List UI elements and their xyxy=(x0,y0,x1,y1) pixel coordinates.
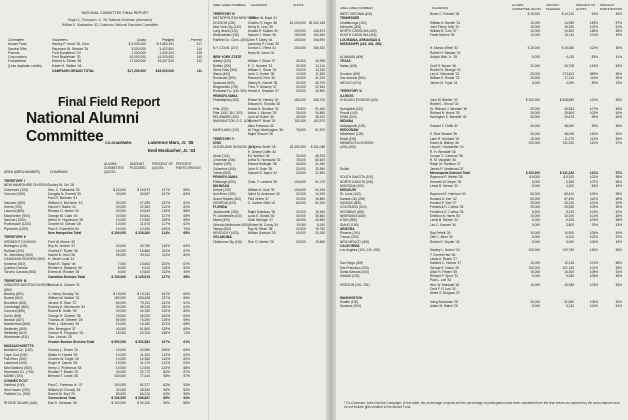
table-row: WASHINGTON, D.C. (100) Robert F. Bond '29 150,000 162,970 xyxy=(213,119,325,124)
table-row: Boston (802) William W. Walker '31 150,000 206,408 137% 66% xyxy=(4,296,190,301)
table-row: Westchester (130) Samuel T. Hines '36 150,000 163,542 xyxy=(213,33,326,38)
table-row: Wellesley (810) Gordon R. Ferguson '24 15,000 20,700 138% 71% xyxy=(4,331,190,336)
table-row: Allen Freeman '42 xyxy=(247,123,274,128)
table-row: Seattle (100) Irving Buchanan '28 30,000 31,560 105% 50% xyxy=(340,299,622,304)
table-row: Montreal (910) Ralph E. Taylor '46 7,000 15,602 223% 67% xyxy=(4,261,190,266)
table-row: CLEVELAND DIVISION (440) E. Harris Smith '35 $1,150,000 $ 151,088 xyxy=(213,145,325,150)
report-subheader-1: Roger C. Thompson, Jr. '26, National Chairman (deceased) xyxy=(68,18,152,22)
table-row: Tucson (200) Otis C. Alton '30 5,000 5,100 102% 57% xyxy=(340,235,622,240)
table-row: MONTANA (300) Lewis B. Stemm '22 5,000 4,200 84% 46% xyxy=(340,183,622,188)
table-row: Robert H. Stewart '24 xyxy=(430,50,461,55)
table-row: Hartford (100) Paul C. Freeman Jr. '47 100,000 82,377 82% 53% xyxy=(4,383,190,388)
table-row: Albany (100) William J. Shaw '37 25,000 26,998 xyxy=(213,59,326,64)
table-row: St. Louis (100) Raymond E. Harrison '40 60,000 65,410 109% 55% xyxy=(340,192,622,197)
table-row: Pitts. (300, 310, 320) Arthur J. Slocum '28 30,000 34,680 xyxy=(213,110,326,115)
table-row: Burlington (100) Roy M. Jensen '37 20,000 40,796 110% 64% xyxy=(4,244,190,249)
table-row: Plymouth (1200) Paul S. Ehrenfeld '54 10,000 10,450 105% 70% xyxy=(4,226,190,231)
table-row: Long Island (120) Donald R. Kaplan '40 100,000 108,673 xyxy=(213,29,326,34)
table-row: Duluth James R. Martineau '37 xyxy=(340,166,464,171)
table-row: San Francisco (200) George E. Nolan '45 100,000 101,150 101% 55% xyxy=(340,265,622,270)
table-row: Peoria (140) Richard N. Norris '35 25,000 25,800 103% 54% xyxy=(340,110,622,115)
table-row: Memphis (200) John Fleury Tully '31 15,000 15,250 102% 61% xyxy=(340,24,622,29)
table-row: Chattanooga (100) William H. Bozeth '31 10,000 14,555 145% 57% xyxy=(340,20,622,25)
table-row: Dover (806) George H. Zimmer '28 25,000 26,000 104% 64% xyxy=(4,313,190,318)
table-row: Dallas (400) Cecil S. Brown '46 20,000 26,708 134% 53% xyxy=(340,63,622,68)
table-row: Brookline (803) Jerome R. Starr '37 60,000 79,011 131% 51% xyxy=(4,300,190,305)
table-row: Paul L. Lee '34 xyxy=(430,278,452,283)
table-row: Philadelphia (100) Robert W. Yarbley '40 150,000 168,700 xyxy=(213,97,326,102)
summary-row: Alumni Fund Harvey P. Hood '18, Chm. $ 4,000,000 $ 4,683,191 117 xyxy=(8,42,202,47)
table-row: Cambridge (804) Rodney A. Wentworth '34 30,000 45,210 150% 61% xyxy=(4,304,190,309)
table-row: NEBRASKA (600) Sheldon B. Harris '50 10,000 10,100 101% 48% xyxy=(340,213,622,218)
table-row: Toledo (500) Samuel S. Taylor '43 20,000 21,690 xyxy=(213,170,326,175)
table-row: NORTH CAROLINA (300) William B. Cole '37 10,000 14,800 148% 58% xyxy=(340,29,622,34)
table-row: Fairfield Co. Conn. (300) John F. Daley '44 100,000 106,990 xyxy=(213,37,325,42)
table-row: (400) (405) Lloyd K. Hockstetter '24 xyxy=(340,145,464,150)
table-row: Lawrence (400) Roger H. Damer '28 10,000 11,170 112% 53% xyxy=(4,361,190,366)
table-row: WISCONSIN xyxy=(340,128,359,133)
table-row: T. Everett Hart '50 xyxy=(430,252,456,257)
table-row: (800) xyxy=(4,287,12,292)
table-row: Rutland (200) Charles F. Ryder '36 15,000 15,660 104% 57% xyxy=(4,248,190,253)
table-row: MICHIGAN xyxy=(213,183,230,188)
table-row: Los Angeles (100, 140, 150) Stanley L. Norton '34 100,000 129,760 130% 55% xyxy=(340,248,622,253)
table-row: LOUISIANA, ARKANSAS & xyxy=(340,37,381,42)
table-row: METROPOLITAN NEW YORK William W. Boyd '41 xyxy=(213,16,278,21)
table-row: Wellesley (809) Wm. Benington '37 40,000 51,800 129% 65% xyxy=(4,326,190,331)
table-row: New Hampshire Total $ 200,000 $ 228,360 114% 65% xyxy=(48,231,190,236)
table-row: Orlando-Melbourne (450) Robert W. Cundy '44 10,000 8,190 xyxy=(213,222,325,227)
table-row: IDAHO (100) Leo C. Kasven '34 5,000 3,800 76% 43% xyxy=(340,222,622,227)
table-row: Robert N. Strange '42 xyxy=(430,67,461,72)
table-row: Newton (807) Thomas W. Streeter '26 60,000 75,290 125% 59% xyxy=(4,318,190,322)
middle-page: AREA (AREA NUMBER) CHAIRMAN QUOTA TERRITORY IV METROPOLITAN NEW YORK William W. Boyd '41 DIVISION (100) Charles H. Yager '48 $1,200,000 $1,342,168 New York City (110) Henry B. Levy '39 Long Island (120) Donald R. Kaplan '40 100,000 108,673 Westchester (130) Samuel T. Hines '36 150,000 163,542 Fairfield Co. Conn. (300) John F. Daley '44 100,000 106,990 Laurence P. Cross '28 N.Y. COUN. (217) Gordon C. Reed '41 250,000 266,510 Harry W. Jones '41 NEW YORK STATE Albany (100) William J. Shaw '37 25,000 26,998 Buffalo (200) E. C. Harvard '23 30,000 31,110 Glens Falls (300) William C. Stone '31 10,000 12,180 Ithaca (400) John C. Hunter '36 10,000 11,500 Rochester (500) Richard B. Kent '40 40,000 41,220 Syracuse (600) Sidney B. Garrett '38 30,000 36,700 Binghamton (700) Thos. F. Delaney '47 20,000 22,644 Rockland Co. (Div. 300) Harold K. Seaman '37 30,000 33,500 PENNSYLVANIA Philadelphia (100) Robert W. Yarbley '40 150,000 168,700 Edward N. Thomas '28 Pitts. (200) Harold N. Brodeur '42 75,000 91,400 Pitts. (300, 310, 320) Arthur J. Slocum '28 30,000 34,680 DELAWARE (100) John W. Rutter '36 40,000 38,100 WASHINGTON, D.C. (100) Robert F. Bond '29 150,000 162,970 Allen Freeman '42 MARYLAND (100) W. Page Worthington '36 75,000 61,570 Ralph Slocum '28 TERRITORY V OHIO CLEVELAND DIVISION (440) E. Harris Smith '35 $1,150,000 $ 151,088 H. Dewey Crafts '44 Akron (102) Ed. Wolford '46 30,000 46,575 Cincinnati (200) Arthur B. Holmquist '33 75,000 83,620 Dayton (300) Elwood Bollinger '38 40,000 41,450 Columbus (400) John R. Duke '35 20,000 33,550 Toledo (500) Samuel S. Taylor '43 20,000 21,690 PENNSYLVANIA Pittsburgh (600) Chas. F. Lambert '35 100,000 91,470 MICHIGAN Detroit (100) William A. Hunt '35 100,000 94,150 Ann Arbor (200) Alfred M. Anderson '42 20,000 14,190 Grand Rapids (300) Paul Green '37 20,000 18,850 GEORGIA (420) C. Carlton Giffin '41 60,000 52,200 FLORIDA Jacksonville (250) Ralph Salisbury '35 20,000 16,540 Ft. Lauderdale (410) Louis E. Sivalls '50 40,000 35,840 Miami (400) Oldin McHugh '37 40,000 43,650 Orlando-Melbourne (450) Robert W. Cundy '44 10,000 8,190 Tampa (500) Ray W. Steen '38 20,000 19,750 KENTUCKY (420) William Davison '33 40,000 31,020 OKLAHOMA Oklahoma City (100) Rob. D. Beeler '28 20,000 19,650 xyxy=(208,0,327,420)
table-row: KENTUCKY (420) William Davison '33 40,000 31,020 xyxy=(213,231,326,236)
table-row: Concord (805) Robert B. Smith '49 20,000 24,150 120% 69% xyxy=(4,309,190,314)
table-row: Phoenix (100) Ray Ferleit '26 10,000 10,500 105% 50% xyxy=(340,231,622,236)
table-row: Cincinnati (200) Arthur B. Holmquist '33 75,000 83,620 xyxy=(213,158,326,163)
table-row: Cape Cod (200) Waldo H. Hanna '39 10,000 11,302 113% 62% xyxy=(4,352,190,357)
table-row: NEW YORK STATE xyxy=(213,54,242,59)
table-row: ARIZONA xyxy=(340,226,355,231)
table-row: Quebec Division Richard A. Ballance '36 8,000 9,410 118% 52% xyxy=(4,265,190,270)
table-row: Keene (700) Harold F. Bates '44 20,000 22,364 112% 62% xyxy=(4,205,190,210)
table-row: Manchester (900) George M. Clark '40 40,000 50,841 127% 65% xyxy=(4,213,190,218)
table-row: Rockland Co. (Div. 300) Harold K. Seaman '37 30,000 33,500 xyxy=(213,89,326,94)
table-row: KANSAS (800) Howard P. Vahl '27 25,000 25,310 101% 52% xyxy=(340,201,622,206)
table-row: Ralph M. Harrison '37 xyxy=(430,162,461,167)
table-row: TERRITORY II xyxy=(4,235,26,240)
table-row: Santa Barbara (400) Alton H. Fielder '35 15,000 16,300 109% 53% xyxy=(340,269,622,274)
table-row: New York City (110) Henry B. Levy '39 xyxy=(213,24,273,29)
table-row: OKLAHOMA xyxy=(213,235,232,240)
table-row: WEST VIRGINIA (400) Bruce C. Putnam '28 $ 15,000 $ 14,120 94% 49% xyxy=(340,12,622,16)
table-row: TERRITORY VI xyxy=(340,89,363,94)
table-row: FLORIDA xyxy=(213,205,228,210)
table-row: Harry W. Jones '41 xyxy=(247,50,275,55)
table-row: Ralph Slocum '28 xyxy=(247,132,273,137)
table-row: H. Dewey Crafts '44 xyxy=(247,149,277,154)
table-row: CANADIAN DIVISION (900) H. Merle Lucid '14 xyxy=(4,257,75,262)
table-row: Connecticut Total $ 240,000 $ 206,837 86% 54% xyxy=(48,396,190,401)
table-row: TERRITORY III xyxy=(4,278,27,283)
summary-head: Committee Volunteers Quota Pledged Percent xyxy=(8,38,202,42)
table-row: Hanover (500) William H. McCarter '19 30,000 47,055 157% 82% xyxy=(4,200,190,205)
title-final-field-report: Final Field Report xyxy=(58,95,160,109)
table-row: TERRITORY IV xyxy=(213,12,236,16)
table-row: WYOMING (500) Frederick G. Curtiss '35 5,000 5,210 104% 52% xyxy=(340,209,622,214)
footnote: * Co-Chairman; Area General Campaign. In this table, the percentage of quota and the percentage of participation have been calculated from the final returns as reported by the area chairmen and do not include gifts credited to the Alumni Fund. xyxy=(344,401,620,410)
table-row: CONNECTICUT xyxy=(4,378,28,383)
table-row: Buffalo (200) E. C. Harvard '23 30,000 31,110 xyxy=(213,63,326,68)
table-row: MARYLAND (100) W. Page Worthington '36 75,000 61,570 xyxy=(213,128,326,133)
table-row: Oklahoma City (100) Rob. D. Beeler '28 20,000 19,650 xyxy=(213,239,326,244)
table-row: MISSOURI xyxy=(340,188,356,193)
cochairmen-label: CO-CHAIRMEN: xyxy=(105,141,133,145)
table-row: ILLINOIS xyxy=(340,93,354,98)
table-row: R. M. Vaughan '34 xyxy=(430,158,457,163)
table-row: Lewis A. Rosen '27 xyxy=(430,256,458,261)
table-row: Minneapolis Division Total $ 100,000 $ 131,232 131% 57% xyxy=(430,170,622,175)
summary-row: Foundations Robert A. Elman '36 17,000,000 19,007,520 112 xyxy=(8,59,202,64)
table-row: MEXICO (974) James M. Tuyle '34 5,000 4,250 85% 33% xyxy=(340,80,622,85)
table-row: UTAH (380) Lewis B. Stemm '22 5,000 5,200 104% 58% xyxy=(340,218,622,223)
left-results-table xyxy=(4,179,206,405)
table-row: San Antonio (600) William E. Reade '32 15,000 17,110 114% 50% xyxy=(340,76,622,81)
table-row: Pittsburgh (600) Chas. F. Lambert '35 100,000 91,470 xyxy=(213,179,326,184)
table-row: Binghamton (700) Thos. F. Delaney '47 20,000 22,644 xyxy=(213,85,326,90)
table-row: NORTH DAKOTA (200) Kenneth W. Meyer '39 5,000 5,350 107% 56% xyxy=(340,179,622,184)
table-row: Claremont (100) Wm. C. Fairbanks '30 $ 20,000 $ 16,873 127% 59% xyxy=(4,187,190,192)
table-row: WASHINGTON xyxy=(340,295,362,300)
table-row: TEXAS xyxy=(340,59,351,64)
summary-row: Corporations Fred Bindlebom '33 10,000,000 14,020,902 140 xyxy=(8,55,202,60)
table-row: N.Y. COUN. (217) Gordon C. Reed '41 250,000 266,510 xyxy=(213,46,326,51)
table-row: Ft. Lauderdale (410) Louis E. Sivalls '50 40,000 35,840 xyxy=(213,213,326,218)
table-row: Berkshire Co. (100) Gordon L. Brown '34 10,000 20,560 205% 63% xyxy=(4,348,190,353)
title-national-alumni-committee: National Alumni Committee xyxy=(26,110,139,145)
table-row: Indianapolis (100) Edward F. Cicitti '42 40,000 38,000 95% 56% xyxy=(340,123,622,128)
table-row: MAINE (100) Bernard T. Lewis '35 100,000 77,444 98% 57% xyxy=(4,374,190,379)
table-row: DIVISION (100) Charles H. Yager '48 $1,200,000 $1,342,168 xyxy=(213,20,326,25)
middle-results-table xyxy=(213,12,325,244)
table-row: Jacksonville (250) Ralph Salisbury '35 20,000 16,540 xyxy=(213,209,326,214)
table-row: Fairfield Co. (300) Robert W. Burt '29 80,000 66,210 83% 56% xyxy=(4,391,190,396)
table-row: New Bedford (500) Henry J. Prothenus '48 10,000 12,000 120% 58% xyxy=(4,365,190,370)
table-row: Pitts. (200) Harold N. Brodeur '42 75,000 91,400 xyxy=(213,106,326,111)
table-row: Ann Arbor (200) Alfred M. Anderson '42 20,000 14,190 xyxy=(213,192,326,197)
summary-row: Parents Fred Donaldson '24 1,000,000 1,049,101 105 xyxy=(8,50,202,55)
table-row: Beloit (200) Laird R. Hubbard '29 10,000 11,270 113% 56% xyxy=(340,136,622,141)
table-row: TENNESSEE xyxy=(340,16,360,21)
table-row: Robert L. Stroud '33 xyxy=(430,102,459,107)
table-row: Worcester Co. (700) Richard T. Barkin '31 40,000 32,770 82% 57% xyxy=(4,370,190,375)
table-row: NEW HAMPSHIRE DIVISION Dudley W. Orr '28 xyxy=(4,183,74,188)
table-row: Marblehead (808) Peter L. Mahoney '45 10,000 15,180 151% 68% xyxy=(4,322,190,327)
table-row: TERRITORY V xyxy=(213,136,235,141)
table-row: Laurence P. Cross '28 xyxy=(247,42,279,47)
table-row: RHODE ISLAND (440) Earl S. Schwarz '36 $ 100,000 $ 90,120 90% 56% xyxy=(4,400,190,405)
report-header: NATIONAL COMMITTEE FINAL REPORT xyxy=(81,11,149,15)
table-row: Canadian Division Total $ 100,000 $ 126,519 127% 58% xyxy=(48,274,190,279)
table-row: Edward N. Thomas '28 xyxy=(247,102,281,107)
table-row: OHIO xyxy=(213,140,222,145)
table-row: GEORGIA (420) C. Carlton Giffin '41 60,000 52,200 xyxy=(213,201,326,206)
table-row: Alfred S. Burgess '37 xyxy=(430,291,460,296)
table-row: Portsmouth (1100) Charles W. Gilman '28 10,000 11,670 117% 62% xyxy=(4,222,190,227)
table-row: Nashua (1000) Arthur H. Hopkinson '39 10,000 10,900 109% 55% xyxy=(4,218,190,223)
cochair-1: Lawrence Marx, Jr. '36 xyxy=(148,140,194,145)
table-row: Springfield (110) Dr. Richard J. Wermke '36 25,000 26,843 107% 58% xyxy=(340,106,622,111)
table-row: Akron (102) Ed. Wolford '46 30,000 46,575 xyxy=(213,153,326,158)
left-page: NATIONAL COMMITTEE FINAL REPORT Roger C. Thompson, Jr. '26, National Chairman (deceased) William E. Mosbacher '43, Chairman, National Executive Committee Committee Volunteers Quota Pledged Percent Alumni Fund Harvey P. Hood '18, Chm. $ 4,000,000 $ 4,683,191 117 Special Gifts Raymond W. Stewart '26 3,000,000 3,422,551 114 Parents Fred Donaldson '24 1,000,000 1,049,101 105 Corporations Fred Bindlebom '33 10,000,000 14,020,902 140 Foundations Robert A. Elman '36 17,000,000 19,007,520 112 (Less duplicate credits) Edwin H. Walker '46 CAMPAIGN GRAND TOTAL $17,200,000 $19,020,000 111 Final Field Report National Alumni Committee CO-CHAIRMEN: Lawrence Marx, Jr. '36 Emil Mosbacher, Jr. '43 AREA (AREA NUMBER) CHAIRMAN ALUMNI COMMITTEE QUOTA AMOUNT PLEDGED PERCENT OF QUOTA PERCENT PARTICIPATION TERRITORY I NEW HAMPSHIRE DIVISION Dudley W. Orr '28 Claremont (100) Wm. C. Fairbanks '30 $ 20,000 $ 16,873 127% 59% Concord (200) Douglas N. Everett '39 40,000 34,567 107% 63% Paul R. Barrows '41 Hanover (500) William H. McCarter '19 30,000 47,055 157% 82% Keene (700) Harold F. Bates '44 20,000 22,364 112% 62% Laconia (800) Richard O. Martin '30 20,000 23,640 118% 58% Manchester (900) George M. Clark '40 40,000 50,841 127% 65% Nashua (1000) Arthur H. Hopkinson '39 10,000 10,900 109% 55% Portsmouth (1100) Charles W. Gilman '28 10,000 11,670 117% 62% Plymouth (1200) Paul S. Ehrenfeld '54 10,000 10,450 105% 70% New Hampshire Total $ 200,000 $ 228,360 114% 65% TERRITORY II VERMONT DIVISION Fred W. Morse '45 Burlington (100) Roy M. Jensen '37 20,000 40,796 110% 64% Rutland (200) Charles F. Ryder '36 15,000 15,660 104% 57% St. Johnsbury (300) Harold B. Hunt '38 30,000 33,411 111% 60% CANADIAN DIVISION (900) H. Merle Lucid '14 Montreal (910) Ralph E. Taylor '46 7,000 15,602 223% 67% Quebec Division Richard A. Ballance '36 8,000 9,410 118% 52% Toronto Canada (983) Ernest M. Rinalve '39 5,000 10,620 212% 40% Canadian Division Total $ 100,000 $ 126,519 127% 58% TERRITORY III GREATER BOSTON DIVISION Samuel A. Graves '31 (800) Beverly (801) C. Henry Glovsky '34 $ 15,000 $ 15,151 101% 60% Boston (802) William W. Walker '31 150,000 206,408 137% 66% Brookline (803) Jerome R. Starr '37 60,000 79,011 131% 51% Cambridge (804) Rodney A. Wentworth '34 30,000 45,210 150% 61% Concord (805) Robert B. Smith '49 20,000 24,150 120% 69% Dover (806) George H. Zimmer '28 25,000 26,000 104% 64% Newton (807) Thomas W. Streeter '26 60,000 75,290 125% 59% Marblehead (808) Peter L. Mahoney '45 10,000 15,180 151% 68% Wellesley (809) Wm. Benington '37 40,000 51,800 129% 65% Wellesley (810) Gordon R. Ferguson '24 15,000 20,700 138% 71% Winchester (811) Geo. Lincoln '25 Greater Boston Division Total $ 500,000 $ 533,583 107% 61% MASSACHUSETTS Berkshire Co. (100) Gordon L. Brown '34 10,000 20,560 205% 63% Cape Cod (200) Waldo H. Hanna '39 10,000 11,302 113% 62% Fall River (300) Charles W. Eagle '28 10,000 14,360 144% 60% Lawrence (400) Roger H. Damer '28 10,000 11,170 112% 53% New Bedford (500) Henry J. Prothenus '48 10,000 12,000 120% 58% Worcester Co. (700) Richard T. Barkin '31 40,000 32,770 82% 57% MAINE (100) Bernard T. Lewis '35 100,000 77,444 98% 57% CONNECTICUT Hartford (100) Paul C. Freeman Jr. '47 100,000 82,377 82% 53% New Haven (200) William W. Grundy '46 40,000 38,250 96% 52% Fairfield Co. (300) Robert W. Burt '29 80,000 66,210 83% 56% Connecticut Total $ 240,000 $ 206,837 86% 54% RHODE ISLAND (440) Earl S. Schwarz '36 $ 100,000 $ 90,120 90% 56% xyxy=(0,0,208,420)
table-row: Columbus (400) John R. Duke '35 20,000 33,550 xyxy=(213,166,326,171)
table-row: Spokane (200) Adam W. Walsh '26 5,000 5,210 104% 51% xyxy=(340,304,622,309)
table-row: Greater Boston Division Total $ 500,000 $ 533,583 107% 61% xyxy=(48,339,190,344)
table-row: Miami (400) Oldin McHugh '37 40,000 43,650 xyxy=(213,218,326,223)
table-row: Detroit (100) William A. Hunt '35 100,000 94,150 xyxy=(213,188,326,193)
table-row: PENNSYLVANIA xyxy=(213,175,238,180)
table-row: CHICAGO DIVISION (100) John W. Brinker '32 $ 400,000 $ 408,850 102% 55% xyxy=(340,97,622,102)
table-row: ALABAMA (400) Adolph Weil, Jr. '35 5,000 4,125 83% 41% xyxy=(340,54,622,59)
table-row: Fall River (300) Charles W. Eagle '28 10,000 14,360 144% 60% xyxy=(4,357,190,362)
table-row: San Diego (300) Sanford C. Harlow '37 10,000 10,125 101% 58% xyxy=(340,261,622,266)
table-row: Glens Falls (300) William C. Stone '31 10,000 12,180 xyxy=(213,67,326,72)
table-row: SOUTH CAROLINA (415) Frank Nabers '35 10,000 10,110 101% 49% xyxy=(340,33,622,38)
summary-total-row: CAMPAIGN GRAND TOTAL $17,200,000 $19,020,000 111 xyxy=(52,69,202,74)
table-row: Toronto Canada (983) Ernest M. Rinalve '39 5,000 10,620 212% 40% xyxy=(4,270,190,275)
table-row: HAWAII (100) Richard P. Spurr '31 5,000 5,250 105% 48% xyxy=(340,274,622,279)
cochair-2: Emil Mosbacher, Jr. '43 xyxy=(148,148,196,153)
table-row: H. Morton White '32 $ 15,000 $ 15,360 102% 48% xyxy=(430,46,622,51)
table-row: Laconia (800) Richard O. Martin '30 20,000 23,640 118% 58% xyxy=(4,209,190,214)
summary-table xyxy=(8,38,204,80)
table-row: COLORADO (510) Frederick G. Curtiss '35 25,000 25,050 100% 55% xyxy=(340,205,622,210)
page-gutter xyxy=(326,0,336,420)
table-row: Paul R. Barrows '41 xyxy=(48,196,78,201)
table-row: Cooper C. Liebman '36 xyxy=(430,153,463,158)
right-results-table xyxy=(340,12,624,308)
table-row: MISSISSIPPI (415, 404, 450) xyxy=(340,42,382,47)
table-row: Beverly (801) C. Henry Glovsky '34 $ 15,000 $ 15,151 101% 60% xyxy=(4,291,190,296)
table-row: Rochester (500) Richard B. Kent '40 40,000 41,220 xyxy=(213,76,326,81)
table-row: PENNSYLVANIA xyxy=(213,93,238,98)
table-row: Houston (500) Leo A. Yerkowski '23 25,000 173,813 695% 55% xyxy=(340,72,622,77)
table-row: Grand Rapids (300) Paul Green '37 20,000 18,850 xyxy=(213,196,326,201)
table-row: INDIANA xyxy=(340,119,354,124)
right-page: AREA (AREA NUMBER) CHAIRMAN ALUMNI COMMITTEE QUOTA AMOUNT PLEDGED PERCENT OF QUOTA PERCENT PARTICIPATION WEST VIRGINIA (400) Bruce C. Putnam '28 $ 15,000 $ 14,120 94% 49% TENNESSEE Chattanooga (100) William H. Bozeth '31 10,000 14,555 145% 57% Memphis (200) John Fleury Tully '31 15,000 15,250 102% 61% NORTH CAROLINA (300) William B. Cole '37 10,000 14,800 148% 58% SOUTH CAROLINA (415) Frank Nabers '35 10,000 10,110 101% 49% LOUISIANA, ARKANSAS & MISSISSIPPI (415, 404, 450) H. Morton White '32 $ 15,000 $ 15,360 102% 48% Robert H. Stewart '24 ALABAMA (400) Adolph Weil, Jr. '35 5,000 4,125 83% 41% TEXAS Dallas (400) Cecil S. Brown '46 20,000 26,708 134% 53% Robert N. Strange '42 Houston (500) Leo A. Yerkowski '23 25,000 173,813 695% 55% San Antonio (600) William E. Reade '32 15,000 17,110 114% 50% MEXICO (974) James M. Tuyle '34 5,000 4,250 85% 33% TERRITORY VI ILLINOIS CHICAGO DIVISION (100) John W. Brinker '32 $ 400,000 $ 408,850 102% 55% Robert L. Stroud '33 Springfield (110) Dr. Richard J. Wermke '36 25,000 26,843 107% 58% Peoria (140) Richard N. Norris '35 25,000 25,800 103% 54% IOWA (300) Harrington E. Manville '45 30,000 29,675 99% 60% INDIANA Indianapolis (100) Edward F. Cicitti '42 40,000 38,000 95% 56% WISCONSIN Milwaukee (100) E. Rice Stewart '36 30,000 38,925 130% 50% Beloit (200) Laird R. Hubbard '29 10,000 11,270 113% 56% MINNESOTA DIVISION Edwin M. Bishop '46 100,000 131,232 131% 57% (400) (405) Lloyd K. Hockstetter '24 R. H. Wenzlaff '38 Cooper C. Liebman '36 R. M. Vaughan '34 Ralph M. Harrison '37 Duluth James R. Martineau '37 Minneapolis Division Total $ 100,000 $ 131,232 131% 57% SOUTH DAKOTA (100) Raymond P. Weisel '35 $ 5,000 $ 5,100 102% 58% NORTH DAKOTA (200) Kenneth W. Meyer '39 5,000 5,350 107% 56% MONTANA (300) Lewis B. Stemm '22 5,000 4,200 84% 46% MISSOURI St. Louis (100) Raymond E. Harrison '40 60,000 65,410 109% 55% Kansas City (200) Howard A. Kerr '42 50,000 57,490 115% 60% KANSAS (800) Howard P. Vahl '27 25,000 25,310 101% 52% COLORADO (510) Frederick G. Curtiss '35 25,000 25,050 100% 55% WYOMING (500) Frederick G. Curtiss '35 5,000 5,210 104% 52% NEBRASKA (600) Sheldon B. Harris '50 10,000 10,100 101% 48% UTAH (380) Lewis B. Stemm '22 5,000 5,200 104% 58% IDAHO (100) Leo C. Kasven '34 5,000 3,800 76% 43% ARIZONA Phoenix (100) Ray Ferleit '26 10,000 10,500 105% 50% Tucson (200) Otis C. Alton '30 5,000 5,100 102% 57% NEW MEXICO (400) Robert E. Snyder '43 5,000 5,000 100% 49% CALIFORNIA Los Angeles (100, 140, 150) Stanley L. Norton '34 100,000 129,760 130% 55% T. Everett Hart '50 Lewis A. Rosen '27 San Diego (300) Sanford C. Harlow '37 10,000 10,125 101% 58% San Francisco (200) George E. Nolan '45 100,000 101,150 101% 55% Santa Barbara (400) Alton H. Fielder '35 15,000 16,300 109% 53% HAWAII (100) Richard P. Spurr '31 5,000 5,250 105% 48% Paul L. Lee '34 OREGON (120, 251) Wm. W. Marshall '26 15,000 15,380 103% 53% Cecil F. P. Low '32 Alfred S. Burgess '37 WASHINGTON Seattle (100) Irving Buchanan '28 30,000 31,560 105% 50% Spokane (200) Adam W. Walsh '26 5,000 5,210 104% 51% * Co-Chairman; Area General Campaign. In this table, the percentage of quota and the percentage of participation have been calculated from the final returns as reported by the area chairmen and do not include gifts credited to the Alumni Fund. xyxy=(340,3,623,410)
table-row: Milwaukee (100) E. Rice Stewart '36 30,000 38,925 130% 50% xyxy=(340,132,622,137)
table-row: GREATER BOSTON DIVISION Samuel A. Graves '31 xyxy=(4,283,80,288)
table-row: Cecil F. P. Low '32 xyxy=(430,287,456,291)
table-row: SOUTH DAKOTA (100) Raymond P. Weisel '35 $ 5,000 $ 5,100 102% 58% xyxy=(340,175,622,180)
table-row: R. H. Wenzlaff '38 xyxy=(430,149,456,154)
table-row: New Haven (200) William W. Grundy '46 40,000 38,250 96% 52% xyxy=(4,387,190,392)
table-row: Ithaca (400) John C. Hunter '36 10,000 11,500 xyxy=(213,72,326,77)
summary-row: (Less duplicate credits) Edwin H. Walker '46 xyxy=(8,63,82,68)
table-row: NEW MEXICO (400) Robert E. Snyder '43 5,000 5,000 100% 49% xyxy=(340,239,622,244)
table-row: Tampa (500) Ray W. Steen '38 20,000 19,750 xyxy=(213,226,326,231)
table-row: CALIFORNIA xyxy=(340,244,360,249)
table-row: VERMONT DIVISION Fred W. Morse '45 xyxy=(4,239,75,244)
table-row: TERRITORY I xyxy=(4,179,25,183)
table-row: Dayton (300) Elwood Bollinger '38 40,000 41,450 xyxy=(213,162,326,167)
table-row: DELAWARE (100) John W. Rutter '36 40,000 38,100 xyxy=(213,115,326,120)
table-row: IOWA (300) Harrington E. Manville '45 30,000 29,675 99% 60% xyxy=(340,115,622,120)
table-row: MASSACHUSETTS xyxy=(4,344,34,349)
table-row: OREGON (120, 251) Wm. W. Marshall '26 15,000 15,380 103% 53% xyxy=(340,282,622,287)
table-row: Syracuse (600) Sidney B. Garrett '38 30,000 36,700 xyxy=(213,80,326,85)
table-row: St. Johnsbury (300) Harold B. Hunt '38 30,000 33,411 111% 60% xyxy=(4,252,190,257)
table-row: Kansas City (200) Howard A. Kerr '42 50,000 57,490 115% 60% xyxy=(340,196,622,201)
report-subheader-2: William E. Mosbacher '43, Chairman, National Executive Committee xyxy=(62,23,158,27)
table-row: Concord (200) Douglas N. Everett '39 40,000 34,567 107% 63% xyxy=(4,192,190,197)
table-row: MINNESOTA DIVISION Edwin M. Bishop '46 100,000 131,232 131% 57% xyxy=(340,140,622,145)
table-row: Winchester (811) Geo. Lincoln '25 xyxy=(4,335,72,340)
summary-row: Special Gifts Raymond W. Stewart '26 3,000,000 3,422,551 114 xyxy=(8,46,202,51)
